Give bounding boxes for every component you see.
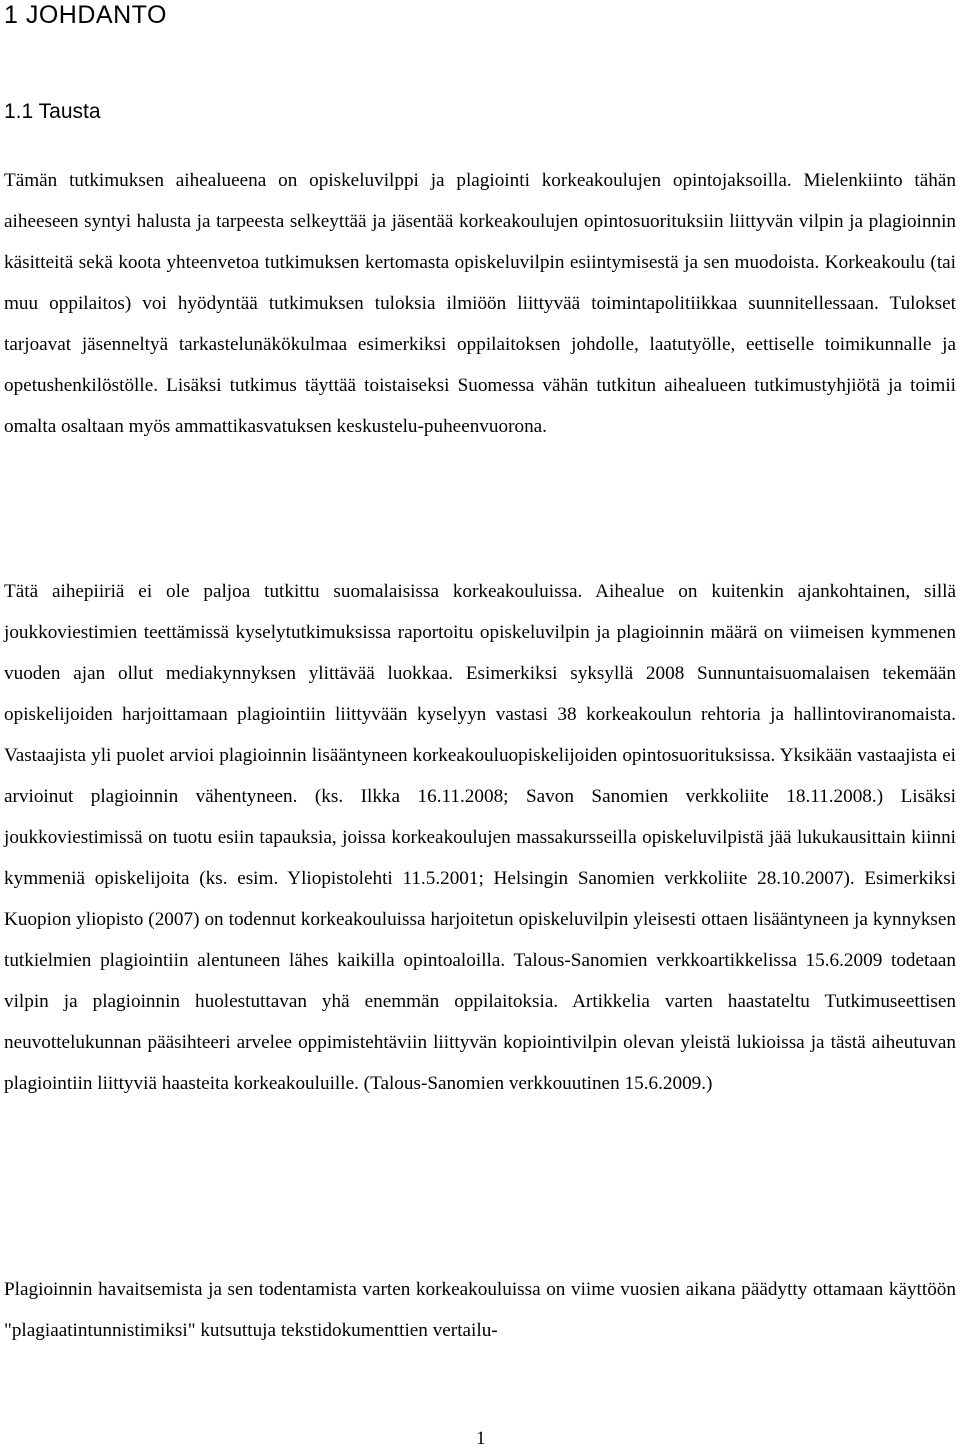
paragraph-3: Plagioinnin havaitsemista ja sen todentamista varten korkeakouluissa on viime vuosien aikana päädytty ottamaan käyttöön "plagiaatintunnistimiksi" kutsuttuja tekstidokumenttien vertailu- (4, 1279, 956, 1341)
page-number: 1 (476, 1428, 486, 1449)
chapter-heading: 1 JOHDANTO (4, 1, 167, 29)
paragraph-2: Tätä aihepiiriä ei ole paljoa tutkittu suomalaisissa korkeakouluissa. Aihealue on kuitenkin ajankohtainen, sillä joukkoviestimien teettämissä kyselytutkimuksissa raportoitu opiskeluvilpin ja plagioinnin määrä on viimeisen kymmenen vuoden ajan ollut mediakynnyksen ylittävää luokkaa. Esimerkiksi syksyllä 2008 Sunnuntaisuomalaisen tekemään opiskelijoiden harjoittamaan plagiointiin liittyvään kyselyyn vastasi 38 korkeakoulun rehtoria ja hallintoviranomaista. Vastaajista yli puolet arvioi plagioinnin lisääntyneen korkeakouluopiskelijoiden opintosuorituksissa. Yksikään vastaajista ei arvioinut plagioinnin vähentyneen. (ks. Ilkka 16.11.2008; Savon Sanomien verkkoliite 18.11.2008.) Lisäksi joukkoviestimissä on tuotu esiin tapauksia, joissa korkeakoulujen massakursseilla opiskeluvilpistä jää lukukausittain kiinni kymmeniä opiskelijoita (ks. esim. Yliopistolehti 11.5.2001; Helsingin Sanomien verkkoliite 28.10.2007). Esimerkiksi Kuopion yliopisto (2007) on todennut korkeakouluissa harjoitetun opiskeluvilpin yleisesti ottaen lisääntyneen ja kynnyksen tutkielmien plagiointiin alentuneen lähes kaikilla opintoaloilla. Talous-Sanomien verkkoartikkelissa 15.6.2009 todetaan vilpin ja plagioinnin huolestuttavan yhä enemmän oppilaitoksia. Artikkelia varten haastateltu Tutkimuseettisen neuvottelukunnan pääsihteeri arvelee oppimistehtäviin liittyvän kopiointivilpin olevan yleistä lukioissa ja tästä aiheutuvan plagiointiin liittyviä haasteita korkeakouluille. (Talous-Sanomien verkkouutinen 15.6.2009.) (4, 581, 956, 1094)
paragraph-1: Tämän tutkimuksen aihealueena on opiskeluvilppi ja plagiointi korkeakoulujen opintojaksoilla. Mielenkiinto tähän aiheeseen syntyi halusta ja tarpeesta selkeyttää ja jäsentää korkeakoulujen opintosuorituksiin liittyvän vilpin ja plagioinnin käsitteitä sekä koota yhteenvetoa tutkimuksen kertomasta opiskeluvilpin esiintymisestä ja sen muodoista. Korkeakoulu (tai muu oppilaitos) voi hyödyntää tutkimuksen tuloksia ilmiöön liittyvää toimintapolitiikkaa suunnitellessaan. Tulokset tarjoavat jäsenneltyä tarkastelunäkökulmaa esimerkiksi oppilaitoksen johdolle, laatutyölle, eettiselle toimikunnalle ja opetushenkilöstölle. Lisäksi tutkimus täyttää toistaiseksi Suomessa vähän tutkitun aihealueen tutkimustyhjiötä ja toimii omalta osaltaan myös ammattikasvatuksen keskustelu-puheenvuorona. (4, 170, 956, 437)
section-heading: 1.1 Tausta (4, 100, 101, 123)
document-page (4, 0, 956, 1341)
